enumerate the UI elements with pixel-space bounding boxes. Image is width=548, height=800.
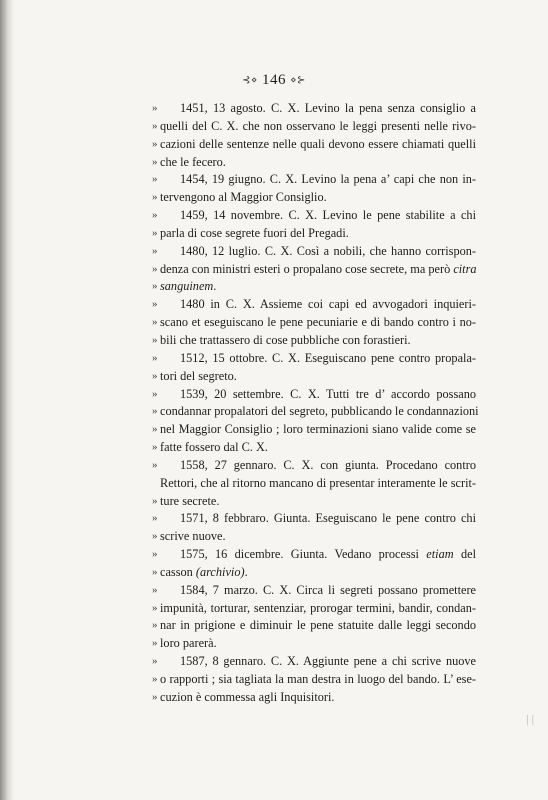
text-line: [152, 457, 476, 475]
text-segment: parla di cose segrete fuori del Pregadi.: [160, 225, 349, 240]
text-segment: scrive nuove.: [160, 529, 226, 544]
text-line: [152, 439, 476, 457]
text-segment: ture secrete.: [160, 493, 220, 508]
quote-mark: »: [152, 690, 158, 703]
text-segment: 1459, 14 novembre. C. X. Levino le pene stabilite a chi: [180, 208, 476, 223]
text-segment: quelli del C. X. che non osservano le leggi presenti nelle rivo-: [160, 118, 476, 133]
text-line: [152, 564, 476, 582]
quote-mark: »: [152, 102, 158, 114]
quote-mark: »: [152, 262, 158, 275]
text-line: [152, 296, 476, 314]
text-line: [152, 154, 476, 172]
text-line: [152, 189, 476, 207]
quote-mark: »: [152, 673, 158, 685]
body-text: [152, 100, 479, 707]
text-line: [152, 617, 476, 635]
text-line: [152, 100, 476, 118]
quote-mark: »: [152, 369, 158, 382]
text-segment: 1454, 19 giugno. C. X. Levino la pena a’ capi che non in-: [180, 172, 476, 187]
text-line: [152, 421, 476, 439]
text-segment: scano et eseguiscano le pene pecuniarie e di bando contro i no-: [160, 315, 476, 330]
text-segment: condannar propalatori del segreto, pubblicando le condannazioni: [160, 404, 479, 419]
quote-mark: »: [152, 441, 158, 454]
italic-text: sanguinem: [160, 279, 214, 294]
quote-mark: »: [152, 494, 158, 507]
quote-mark: »: [152, 333, 158, 346]
text-segment: 1480 in C. X. Assieme coi capi ed avvogadori inquieri-: [180, 297, 476, 312]
quote-mark: »: [152, 316, 158, 329]
ornament-right: ⋄⊱: [290, 75, 306, 87]
text-segment: denza con ministri esteri o propalano cose secrete, ma però: [160, 261, 454, 276]
text-line: [152, 653, 476, 671]
margin-mark: | |: [526, 712, 534, 726]
text-line: [160, 475, 476, 493]
text-line: [152, 600, 476, 618]
text-segment: casson: [160, 564, 196, 579]
quote-mark: »: [152, 458, 158, 471]
quote-mark: »: [152, 137, 158, 150]
text-segment: che le fecero.: [160, 154, 226, 169]
text-segment: nar in prigione e diminuir le pene statuite dalle leggi secondo: [160, 618, 476, 633]
text-segment: o rapporti ; sia tagliata la man destra in luogo del bando. L’ ese-: [160, 672, 476, 686]
quote-mark: »: [152, 619, 158, 632]
quote-mark: »: [152, 244, 158, 257]
text-segment: 1451, 13 agosto. C. X. Levino la pena senza consiglio a: [180, 101, 476, 115]
text-line: [152, 671, 476, 689]
text-segment: 1571, 8 febbraro. Giunta. Eseguiscano le pene contro chi: [180, 511, 476, 526]
page-header: [0, 72, 548, 89]
quote-mark: »: [152, 565, 158, 578]
text-segment: tervengono al Maggior Consiglio.: [160, 190, 327, 205]
quote-mark: »: [152, 512, 158, 525]
text-line: [152, 136, 476, 154]
text-line: [152, 278, 476, 296]
text-line: [152, 261, 477, 279]
text-segment: loro parerà.: [160, 636, 217, 651]
ornament-left: ⊰⋄: [242, 75, 258, 87]
text-segment: nel Maggior Consiglio ; loro terminazioni siano valide come se: [160, 422, 476, 437]
text-segment: impunità, torturar, sentenziar, prorogar termini, bandir, condan-: [160, 600, 476, 615]
quote-mark: »: [152, 155, 158, 168]
text-segment: tori del segreto.: [160, 368, 237, 383]
text-segment: 1584, 7 marzo. C. X. Circa li segreti possano promettere: [180, 582, 476, 597]
text-line: [152, 118, 476, 136]
quote-mark: »: [152, 601, 158, 614]
quote-mark: »: [152, 209, 158, 222]
quote-mark: »: [152, 351, 158, 364]
text-line: [152, 207, 476, 225]
text-line: [152, 689, 476, 707]
text-line: [152, 171, 476, 189]
quote-mark: »: [152, 119, 158, 132]
text-segment: fatte fossero dal C. X.: [160, 440, 268, 455]
quote-mark: »: [152, 530, 158, 543]
quote-mark: »: [152, 423, 158, 436]
quote-mark: »: [152, 280, 158, 293]
text-segment: 1539, 20 settembre. C. X. Tutti tre d’ accordo possano: [180, 386, 476, 401]
text-line: [152, 368, 476, 386]
italic-text: (archivio): [195, 564, 245, 579]
quote-mark: »: [152, 173, 158, 186]
text-segment: 1512, 15 ottobre. C. X. Eseguiscano pene contro propala-: [180, 350, 476, 365]
text-line: [152, 582, 476, 600]
text-segment: 1480, 12 luglio. C. X. Così a nobili, che hanno corrispon-: [180, 243, 476, 258]
text-line: [152, 493, 476, 511]
quote-mark: »: [152, 387, 158, 400]
text-segment: .: [244, 564, 248, 579]
text-segment: 1587, 8 gennaro. C. X. Aggiunte pene a chi scrive nuove: [180, 654, 476, 669]
quote-mark: »: [152, 583, 158, 596]
text-line: [152, 332, 476, 350]
text-line: [152, 386, 476, 404]
text-line: [152, 350, 476, 368]
text-line: [152, 546, 476, 564]
quote-mark: »: [152, 655, 158, 668]
text-segment: cazioni delle sentenze nelle quali devono essere chiamati quelli: [160, 136, 476, 151]
text-line: [152, 510, 476, 528]
quote-mark: »: [152, 226, 158, 239]
quote-mark: »: [152, 405, 158, 418]
quote-mark: »: [152, 191, 158, 204]
text-segment: Rettori, che al ritorno mancano di presentar interamente le scrit-: [160, 475, 476, 490]
italic-text: etiam: [426, 547, 454, 562]
text-segment: cuzion è commessa agli Inquisitori.: [160, 689, 335, 704]
italic-text: citra: [453, 261, 477, 276]
text-line: [152, 314, 476, 332]
text-line: [152, 225, 476, 243]
text-segment: 1558, 27 gennaro. C. X. con giunta. Procedano contro: [180, 457, 476, 472]
text-segment: .: [213, 279, 217, 294]
text-line: [152, 243, 476, 261]
page-number: 146: [262, 72, 286, 88]
text-line: [152, 528, 476, 546]
quote-mark: »: [152, 298, 158, 311]
text-segment: del: [453, 547, 476, 562]
text-segment: bili che trattassero di cose pubbliche con forastieri.: [160, 332, 411, 347]
text-segment: 1575, 16 dicembre. Giunta. Vedano processi: [180, 547, 427, 562]
binding-shadow: [0, 0, 14, 800]
quote-mark: »: [152, 548, 158, 561]
quote-mark: »: [152, 637, 158, 650]
text-line: [152, 635, 476, 653]
text-line: [152, 403, 479, 421]
